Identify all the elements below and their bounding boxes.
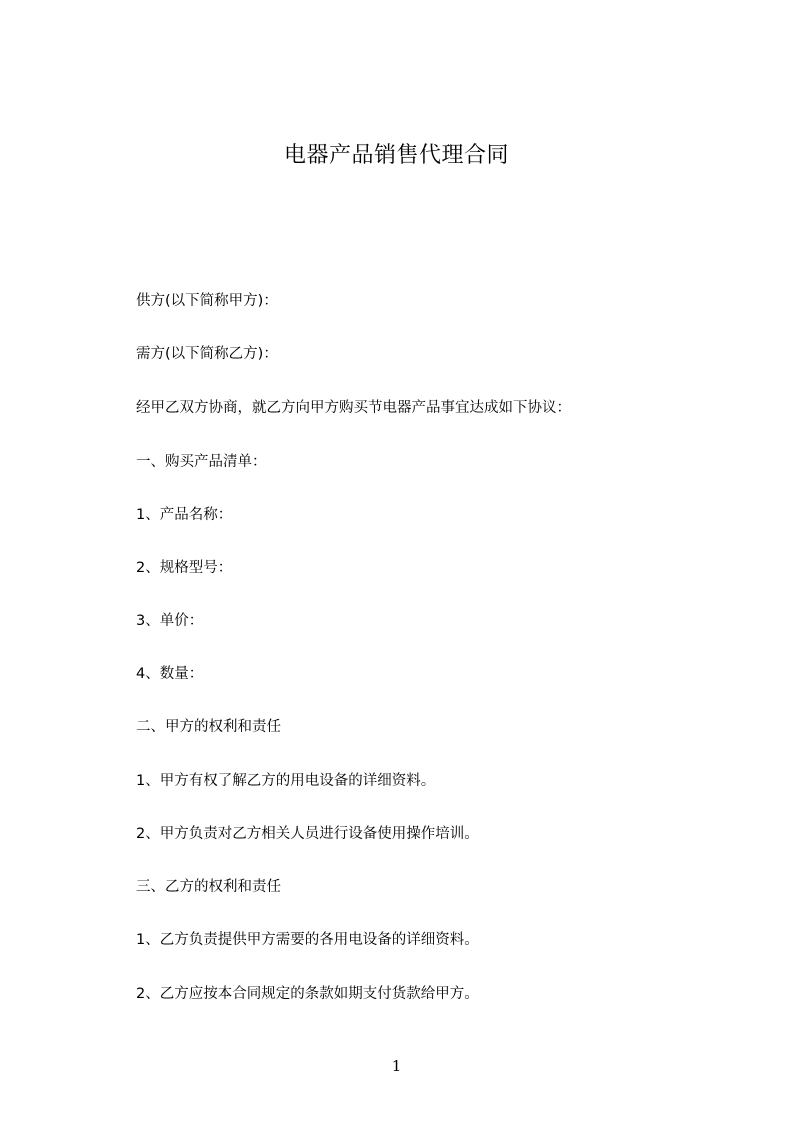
product-model-line: 2、规格型号： — [136, 560, 233, 576]
product-name-line: 1、产品名称： — [136, 507, 233, 523]
section-heading-purchase-list: 一、购买产品清单： — [136, 454, 267, 470]
party-b-right-2: 2、乙方应按本合同规定的条款如期支付货款给甲方。 — [136, 986, 479, 1002]
unit-price-line: 3、单价： — [136, 613, 204, 629]
page-number: 1 — [391, 1057, 402, 1075]
buyer-party-line: 需方(以下简称乙方)： — [136, 346, 278, 362]
supplier-party-line: 供方(以下简称甲方)： — [136, 293, 278, 309]
quantity-line: 4、数量： — [136, 666, 204, 682]
party-b-right-1: 1、乙方负责提供甲方需要的各用电设备的详细资料。 — [136, 932, 479, 948]
section-heading-party-a-rights: 二、甲方的权利和责任 — [136, 719, 281, 735]
party-a-right-2: 2、甲方负责对乙方相关人员进行设备使用操作培训。 — [136, 826, 479, 842]
agreement-intro-line: 经甲乙双方协商，就乙方向甲方购买节电器产品事宜达成如下协议： — [136, 400, 571, 416]
contract-title: 电器产品销售代理合同 — [283, 143, 509, 168]
section-heading-party-b-rights: 三、乙方的权利和责任 — [136, 879, 281, 895]
party-a-right-1: 1、甲方有权了解乙方的用电设备的详细资料。 — [136, 773, 436, 789]
